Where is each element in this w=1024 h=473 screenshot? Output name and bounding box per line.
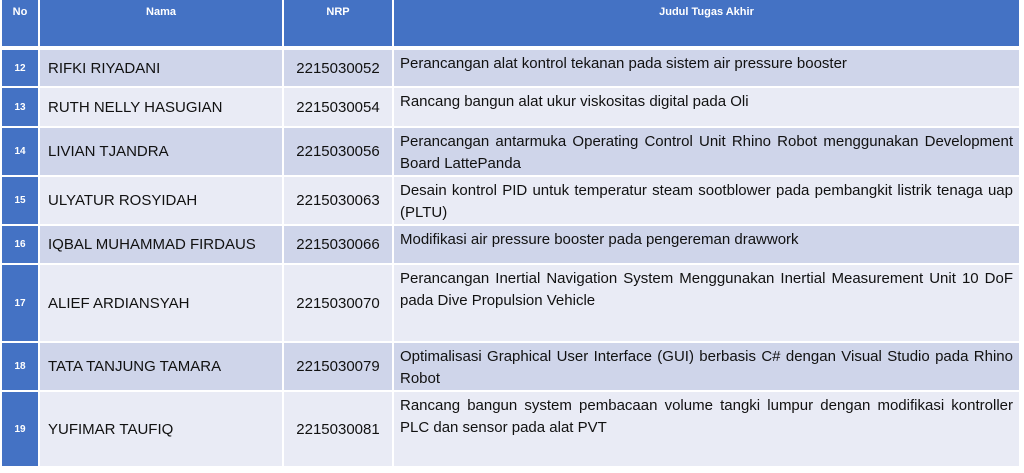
row-no: 13 <box>2 88 40 128</box>
header-no: No <box>2 0 40 50</box>
thesis-table <box>2 0 1021 468</box>
row-nama: YUFIMAR TAUFIQ <box>40 392 284 468</box>
row-judul: Perancangan alat kontrol tekanan pada sistem air pressure booster <box>394 50 1021 88</box>
table-row <box>2 343 1021 392</box>
row-nama: RUTH NELLY HASUGIAN <box>40 88 284 128</box>
row-no: 12 <box>2 50 40 88</box>
row-no: 17 <box>2 265 40 343</box>
row-nama: ULYATUR ROSYIDAH <box>40 177 284 226</box>
header-judul: Judul Tugas Akhir <box>394 0 1021 50</box>
row-no: 15 <box>2 177 40 226</box>
row-judul: Desain kontrol PID untuk temperatur steam sootblower pada pembangkit listrik tenaga uap (PLTU) <box>394 177 1021 226</box>
row-nrp: 2215030070 <box>284 265 394 343</box>
row-nrp: 2215030079 <box>284 343 394 392</box>
header-nrp: NRP <box>284 0 394 50</box>
table-row <box>2 226 1021 265</box>
row-no: 16 <box>2 226 40 265</box>
table-row <box>2 392 1021 468</box>
row-nama: TATA TANJUNG TAMARA <box>40 343 284 392</box>
table-row <box>2 177 1021 226</box>
header-row <box>2 0 1021 50</box>
table-row <box>2 128 1021 177</box>
row-nrp: 2215030054 <box>284 88 394 128</box>
table-row <box>2 265 1021 343</box>
row-nrp: 2215030056 <box>284 128 394 177</box>
row-nrp: 2215030081 <box>284 392 394 468</box>
row-no: 19 <box>2 392 40 468</box>
header-nama: Nama <box>40 0 284 50</box>
row-judul: Rancang bangun system pembacaan volume tangki lumpur dengan modifikasi kontroller PLC dan sensor pada alat PVT <box>394 392 1021 468</box>
row-judul: Modifikasi air pressure booster pada pengereman drawwork <box>394 226 1021 265</box>
row-nama: LIVIAN TJANDRA <box>40 128 284 177</box>
row-judul: Rancang bangun alat ukur viskositas digital pada Oli <box>394 88 1021 128</box>
row-nrp: 2215030066 <box>284 226 394 265</box>
row-no: 14 <box>2 128 40 177</box>
row-no: 18 <box>2 343 40 392</box>
row-nrp: 2215030063 <box>284 177 394 226</box>
table-row <box>2 50 1021 88</box>
row-judul: Perancangan antarmuka Operating Control Unit Rhino Robot menggunakan Development Board LattePanda <box>394 128 1021 177</box>
row-nrp: 2215030052 <box>284 50 394 88</box>
row-nama: RIFKI RIYADANI <box>40 50 284 88</box>
row-nama: ALIEF ARDIANSYAH <box>40 265 284 343</box>
row-nama: IQBAL MUHAMMAD FIRDAUS <box>40 226 284 265</box>
row-judul: Optimalisasi Graphical User Interface (GUI) berbasis C# dengan Visual Studio pada Rhino Robot <box>394 343 1021 392</box>
table-row <box>2 88 1021 128</box>
row-judul: Perancangan Inertial Navigation System Menggunakan Inertial Measurement Unit 10 DoF pada Dive Propulsion Vehicle <box>394 265 1021 343</box>
